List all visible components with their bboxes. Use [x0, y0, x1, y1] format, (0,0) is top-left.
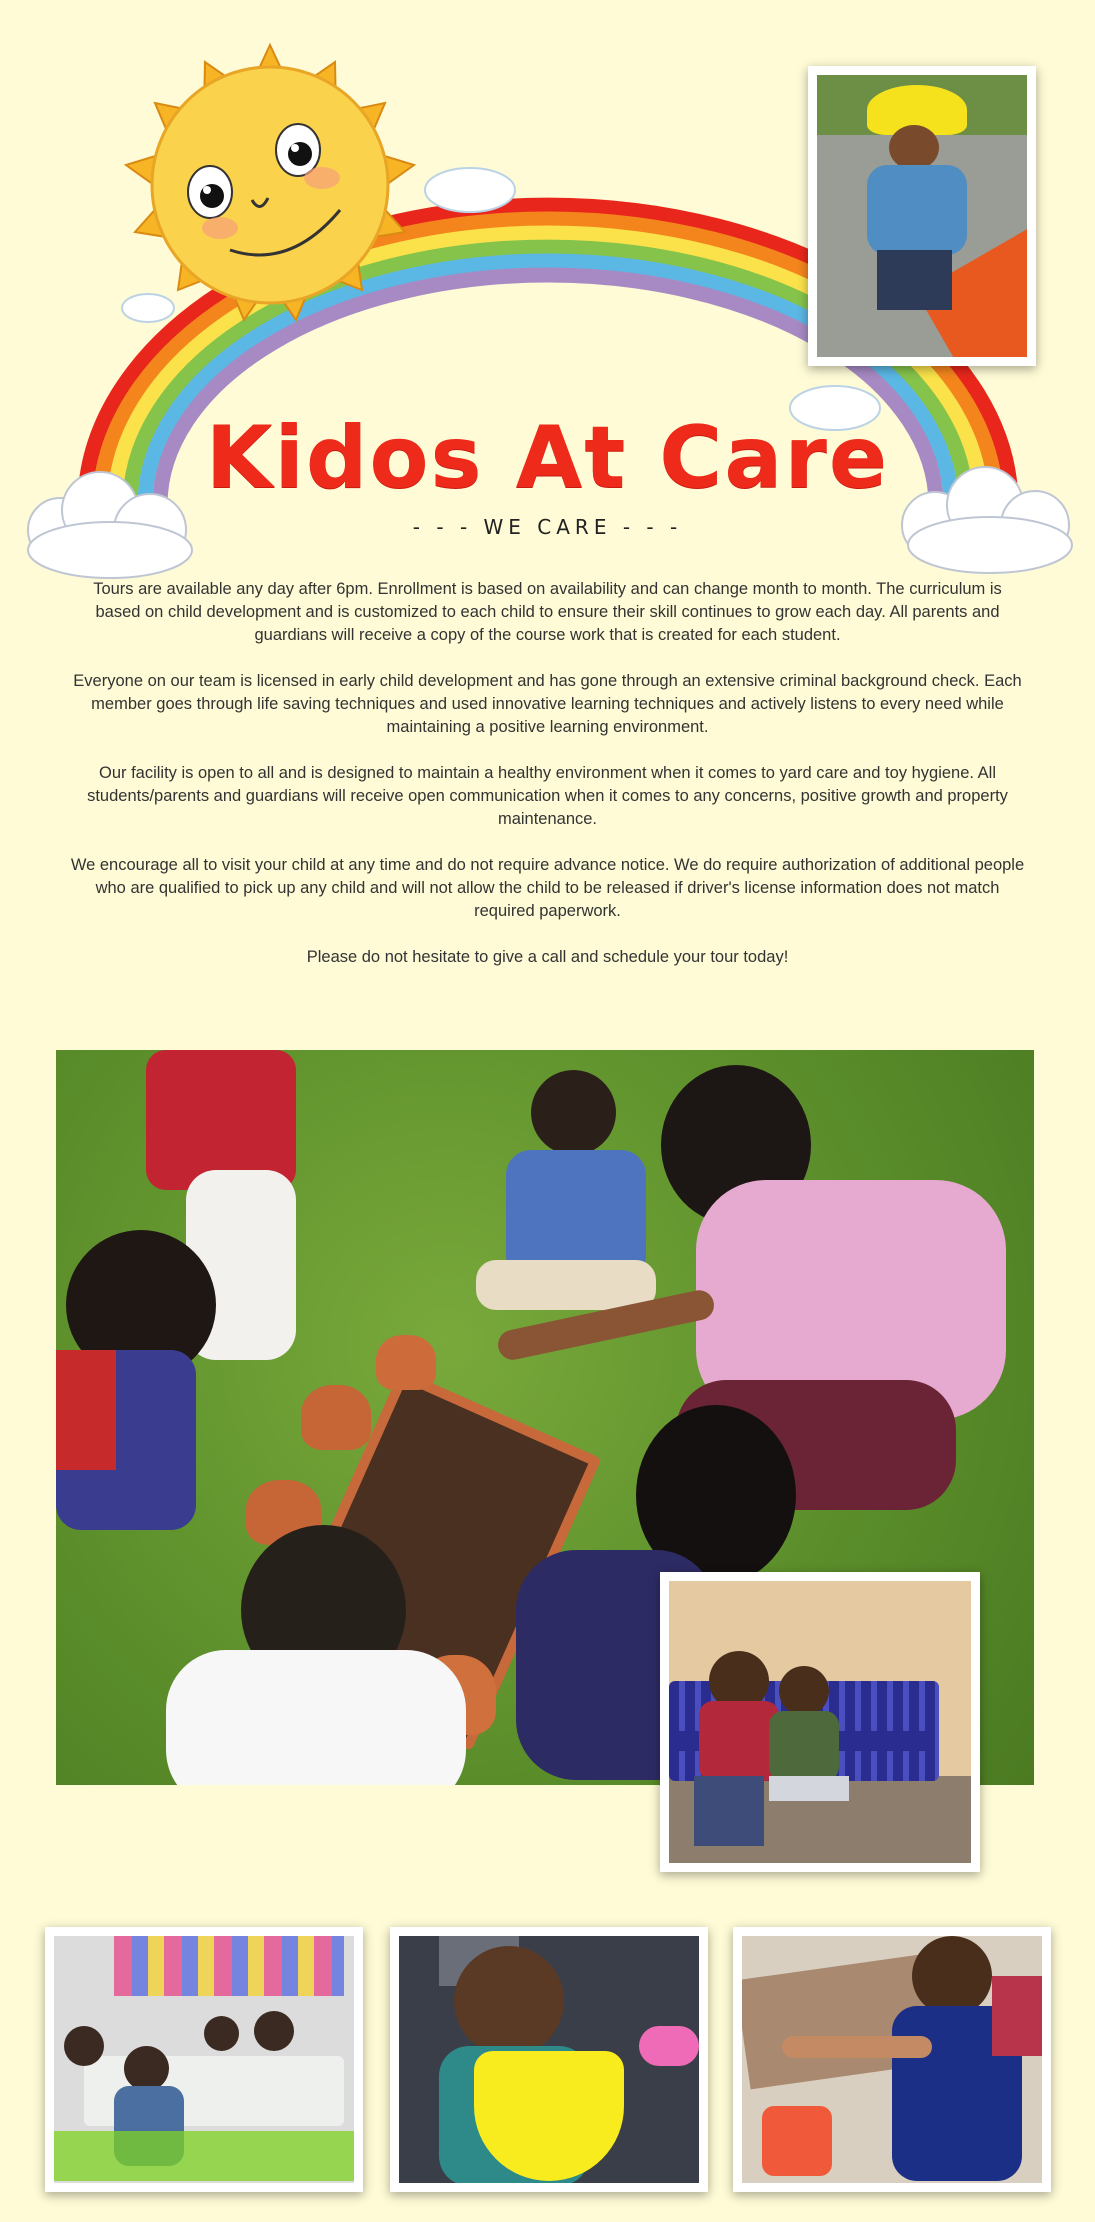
- intro-paragraph-visits: We encourage all to visit your child at any time and do not require advance notice. We do require authorization of additional people who are qualified to pick up any child and will not allow the child to be released if driver's license information does not match required paperwork.: [70, 856, 1025, 920]
- intro-paragraph-team: Everyone on our team is licensed in early child development and has gone through an extensive criminal background check. Each member goes through life saving techniques and used innovative learning techniques and actively listens to every need while maintaining a positive learning environment.: [73, 672, 1022, 736]
- toddler-apron-photo: [390, 1927, 708, 2192]
- intro-paragraph-tours: Tours are available any day after 6pm. Enrollment is based on availability and can change month to month. The curriculum is based on child development and is customized to each child to ensure their skill continues to grow each day. All parents and guardians will receive a copy of the course work that is created for each student.: [93, 580, 1002, 644]
- site-tagline: - - - WE CARE - - -: [412, 515, 683, 539]
- toddler-yellow-hat-photo: [808, 66, 1036, 366]
- intro-paragraph-facility: Our facility is open to all and is designed to maintain a healthy environment when it comes to yard care and toy hygiene. All students/parents and guardians will receive open communication when it comes to any concerns, positive growth and property maintenance.: [87, 764, 1008, 828]
- intro-paragraph-cta: Please do not hesitate to give a call and schedule your tour today!: [306, 948, 789, 966]
- kids-on-bench-photo: [660, 1572, 980, 1872]
- boy-pointing-photo: [733, 1927, 1051, 2192]
- site-title: Kidos At Care: [205, 408, 890, 508]
- classroom-table-photo: [45, 1927, 363, 2192]
- intro-text: [70, 578, 1025, 992]
